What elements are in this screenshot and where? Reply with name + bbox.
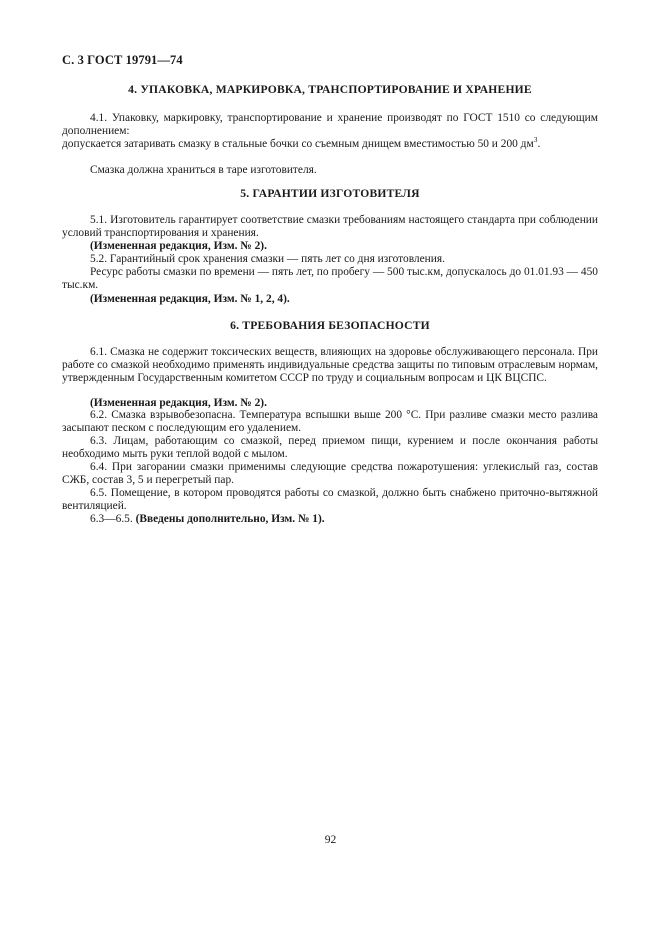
sentence-period: . xyxy=(537,138,541,150)
section-6-paragraph-4: 6.4. При загорании смазки применимы следующие средства пожаротушения: углекислый газ, состав СЖБ, состав 3, 5 и перегретый пар. xyxy=(62,461,598,486)
section-6-amendment-2: (Введены дополнительно, Изм. № 1). xyxy=(135,513,325,525)
section-4-paragraph-2 xyxy=(62,135,598,151)
page-number: 92 xyxy=(324,833,337,846)
section-6-paragraph-1: 6.1. Смазка не содержит токсических веществ, влияющих на здоровье обслуживающего персонала. При работе со смазкой необходимо применять индивидуальные средства защиты по типовым отраслевым нормам, утвержденным Государственным комитетом СССР по труду и социальным вопросам и ЦК ВЦСПС. xyxy=(62,346,598,384)
cubic-superscript: 3 xyxy=(533,135,538,145)
section-5-amendment-2: (Измененная редакция, Изм. № 1, 2, 4). xyxy=(90,293,290,305)
section-5-amendment-1: (Измененная редакция, Изм. № 2). xyxy=(90,240,267,252)
section-6-title: 6. ТРЕБОВАНИЯ БЕЗОПАСНОСТИ xyxy=(230,319,430,332)
section-6-range-label: 6.3—6.5. xyxy=(90,513,136,525)
section-5-paragraph-2: 5.2. Гарантийный срок хранения смазки — пять лет со дня изготовления. xyxy=(90,253,445,265)
section-6-paragraph-3: 6.3. Лицам, работающим со смазкой, перед приемом пищи, курением и после окончания работы необходимо мыть руки теплой водой с мылом. xyxy=(62,435,598,460)
page-header: С. 3 ГОСТ 19791—74 xyxy=(62,53,183,67)
section-4-paragraph-3: Смазка должна храниться в таре изготовителя. xyxy=(90,164,317,176)
section-5-paragraph-3: Ресурс работы смазки по времени — пять лет, по пробегу — 500 тыс.км, допускалось до 01.01.93 — 450 тыс.км. xyxy=(62,266,598,291)
section-6-amendment-1: (Измененная редакция, Изм. № 2). xyxy=(90,397,267,409)
section-6-paragraph-5: 6.5. Помещение, в котором проводятся работы со смазкой, должно быть снабжено приточно-вытяжной вентиляцией. xyxy=(62,487,598,512)
section-6-footnote xyxy=(62,513,598,526)
section-5-title: 5. ГАРАНТИИ ИЗГОТОВИТЕЛЯ xyxy=(240,187,420,200)
section-4-paragraph-1: 4.1. Упаковку, маркировку, транспортирование и хранение производят по ГОСТ 1510 со следующим дополнением: xyxy=(62,112,598,137)
section-6-paragraph-2: 6.2. Смазка взрывобезопасна. Температура вспышки выше 200 °С. При разливе смазки место разлива засыпают песком с последующим его удалением. xyxy=(62,409,598,434)
section-4-title: 4. УПАКОВКА, МАРКИРОВКА, ТРАНСПОРТИРОВАНИЕ И ХРАНЕНИЕ xyxy=(128,83,532,96)
section-4-paragraph-2-text: допускается затаривать смазку в стальные бочки со съемным днищем вместимостью 50 и 200 дм xyxy=(62,138,534,150)
section-5-paragraph-1: 5.1. Изготовитель гарантирует соответствие смазки требованиям настоящего стандарта при соблюдении условий транспортирования и хранения. xyxy=(62,214,598,239)
